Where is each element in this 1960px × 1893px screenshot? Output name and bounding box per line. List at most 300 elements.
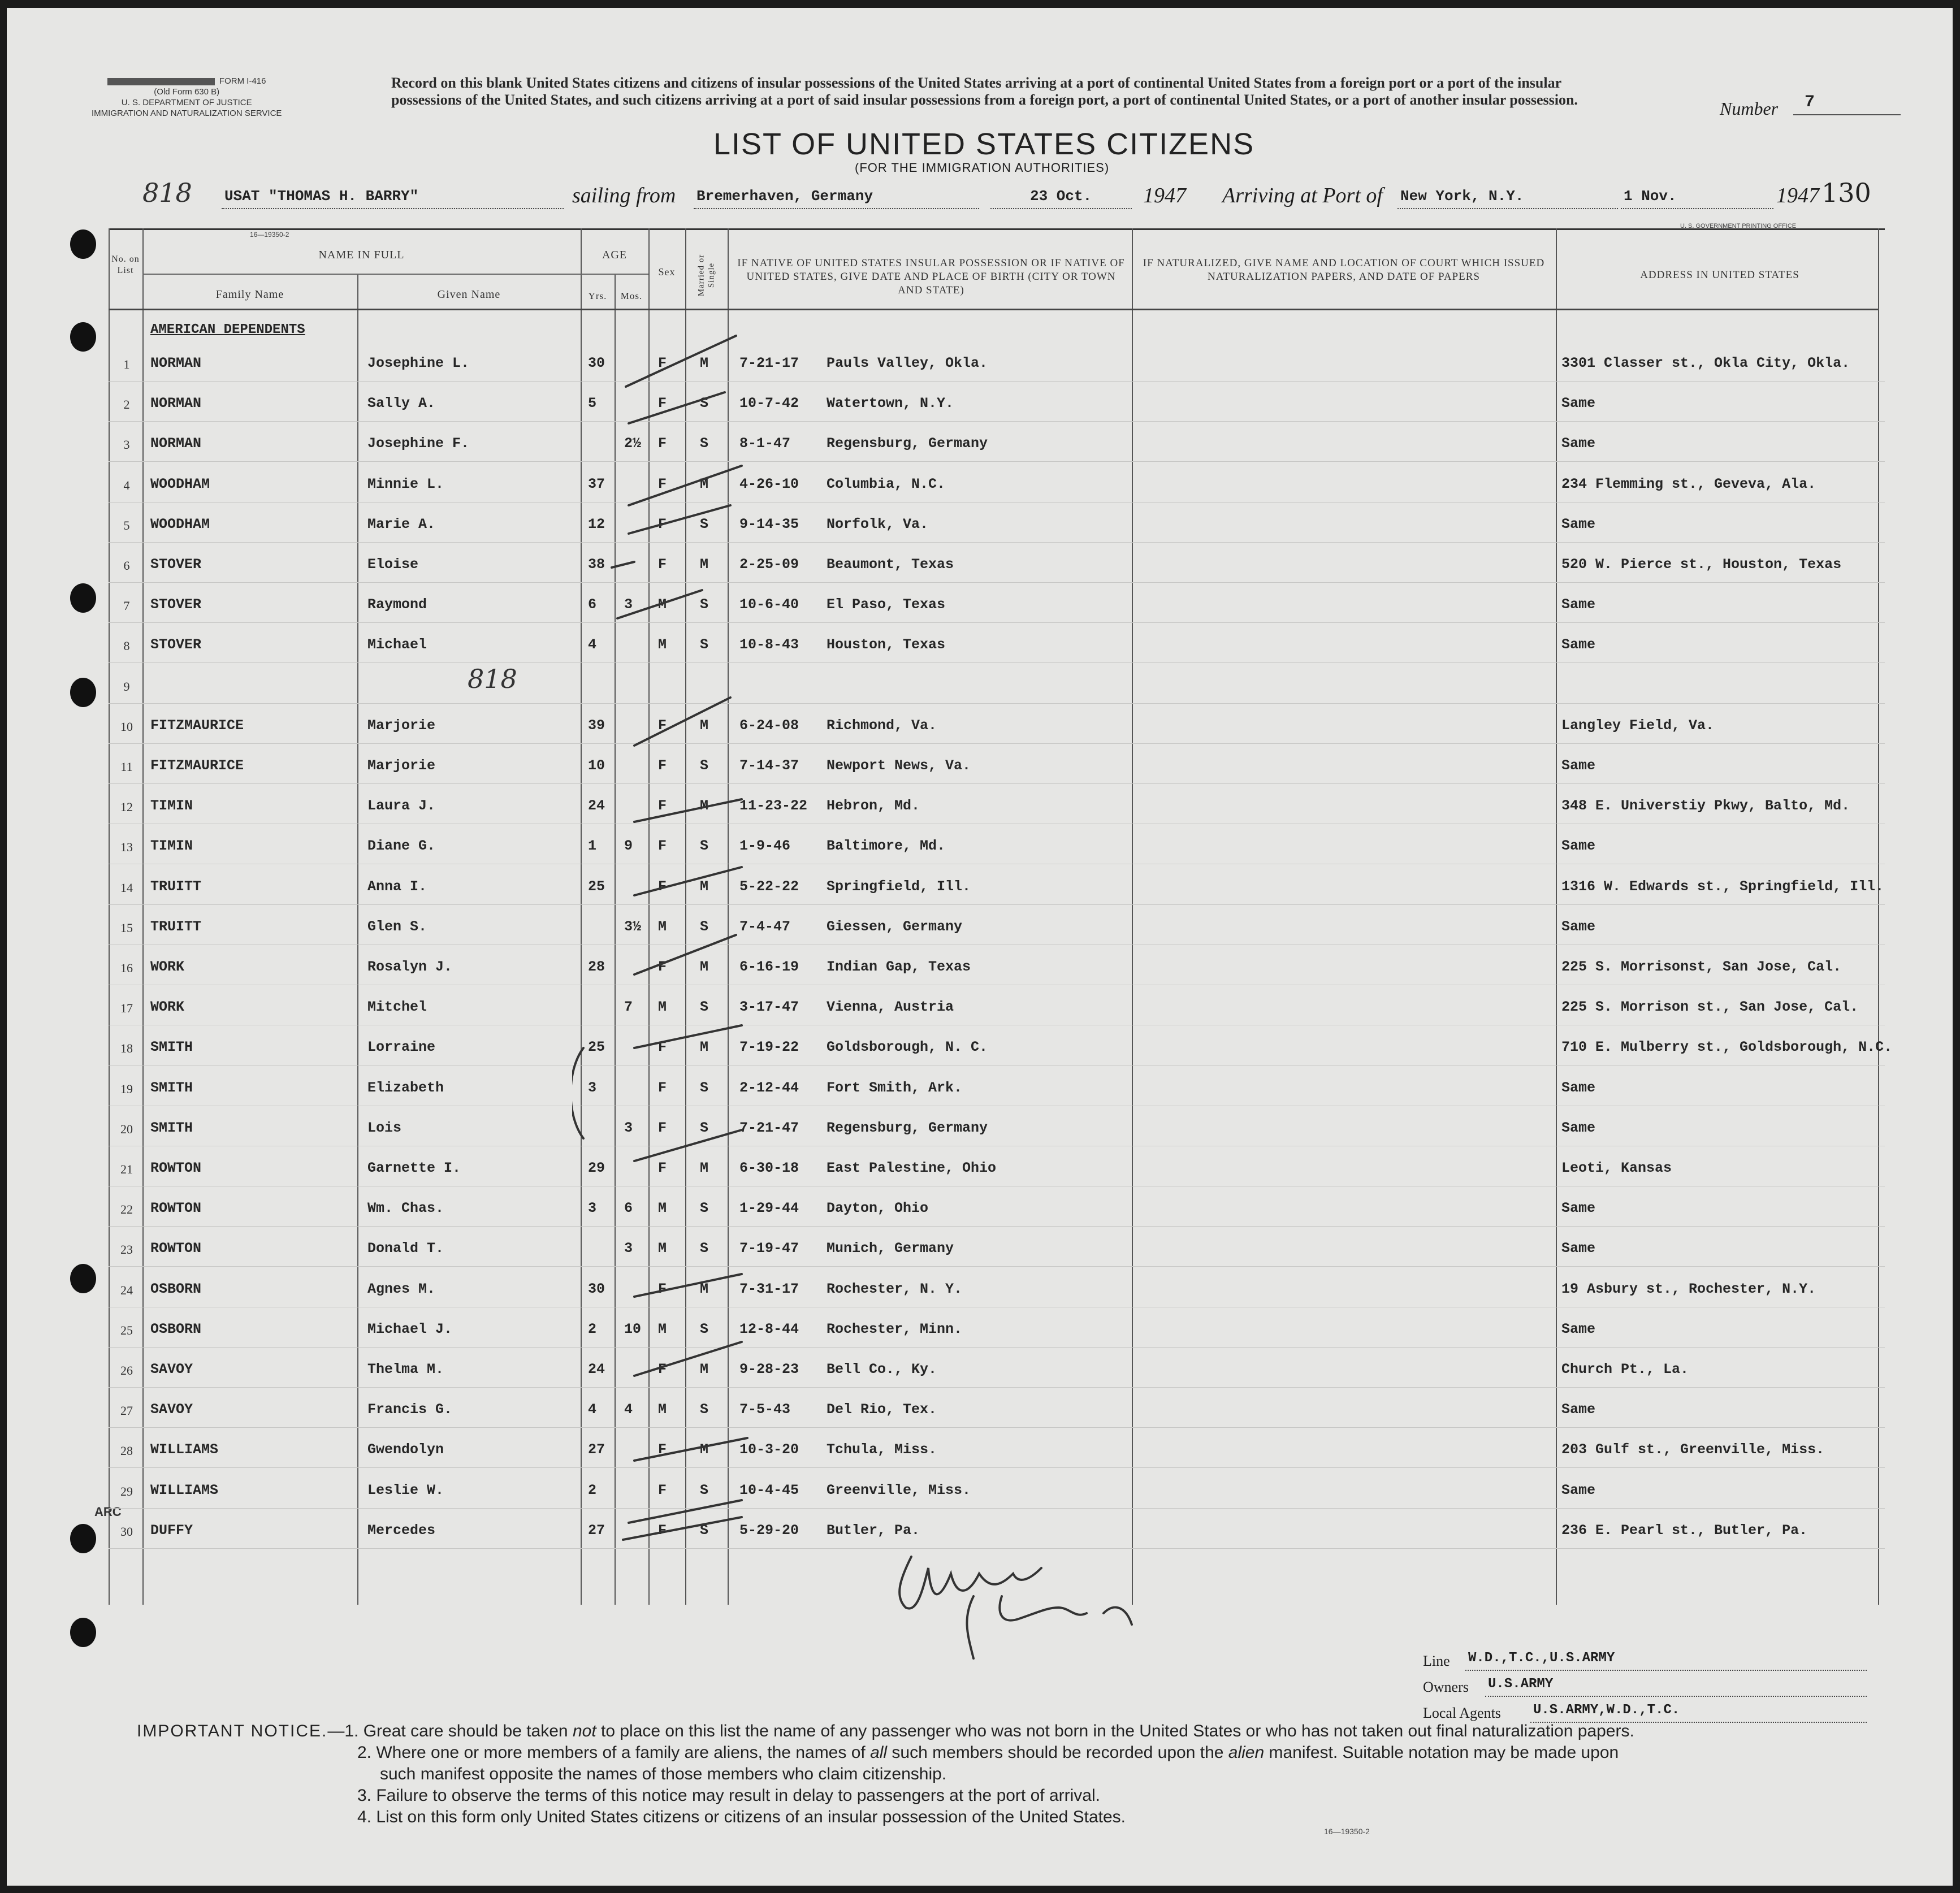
address: Same — [1561, 1482, 1596, 1498]
sex: M — [658, 1401, 667, 1418]
family-name: STOVER — [150, 596, 202, 613]
given-name: Donald T. — [367, 1240, 444, 1257]
family-name: ROWTON — [150, 1240, 202, 1257]
row-rule — [109, 1266, 1885, 1267]
local-agents-value: U.S.ARMY,W.D.,T.C. — [1533, 1703, 1680, 1718]
row-number: 29 — [120, 1484, 133, 1498]
header-age-months: Mos. — [620, 291, 643, 301]
age-years: 6 — [588, 596, 597, 613]
arrival-date: 1 Nov. — [1624, 188, 1677, 205]
marital-status: S — [700, 1522, 709, 1539]
number-label: Number — [1720, 98, 1779, 119]
row-number: 19 — [120, 1082, 133, 1096]
address: 225 S. Morrisonst, San Jose, Cal. — [1561, 959, 1842, 975]
row-number: 6 — [123, 558, 130, 573]
row-rule — [109, 662, 1885, 663]
header-address: ADDRESS IN UNITED STATES — [1640, 269, 1799, 281]
form-number: FORM I-416 — [219, 76, 266, 86]
birth-date: 9-14-35 — [739, 516, 799, 532]
row-number: 11 — [120, 760, 133, 774]
punch-hole — [70, 322, 96, 352]
number-underline — [1793, 114, 1901, 115]
given-name: Agnes M. — [367, 1281, 436, 1297]
birth-place: Munich, Germany — [827, 1240, 954, 1257]
row-number: 12 — [120, 800, 133, 814]
check-mark — [634, 867, 742, 895]
col-divider — [1556, 228, 1557, 1605]
family-name: WORK — [150, 999, 185, 1015]
check-mark — [612, 562, 634, 568]
birth-place: Vienna, Austria — [827, 999, 954, 1015]
address: Same — [1561, 516, 1596, 532]
given-name: Diane G. — [367, 838, 436, 854]
address: Same — [1561, 1200, 1596, 1216]
given-name: Garnette I. — [367, 1160, 461, 1176]
given-name: Anna I. — [367, 878, 427, 895]
sex: M — [658, 999, 667, 1015]
marital-status: S — [700, 1200, 709, 1216]
age-years: 2 — [588, 1482, 597, 1498]
row-number: 17 — [120, 1001, 133, 1015]
marital-status: S — [700, 1080, 709, 1096]
family-name: NORMAN — [150, 355, 202, 371]
family-name: WOODHAM — [150, 516, 210, 532]
address: Church Pt., La. — [1561, 1361, 1689, 1377]
age-years: 5 — [588, 395, 597, 411]
family-name: NORMAN — [150, 435, 202, 452]
notice-item-3: 3. Failure to observe the terms of this notice may result in delay to passengers at the port of arrival. — [357, 1786, 1100, 1805]
row-rule — [109, 904, 1885, 905]
punch-hole — [70, 1524, 96, 1553]
sailing-from-label: sailing from — [572, 184, 676, 207]
family-name: WOODHAM — [150, 476, 210, 492]
age-months: 3 — [624, 1240, 633, 1257]
birth-place: Beaumont, Texas — [827, 556, 954, 573]
marital-status: S — [700, 838, 709, 854]
row-number: 25 — [120, 1323, 133, 1337]
age-years: 37 — [588, 476, 605, 492]
marital-status: S — [700, 596, 709, 613]
age-years: 1 — [588, 838, 597, 854]
birth-place: Indian Gap, Texas — [827, 959, 971, 975]
family-name: WILLIAMS — [150, 1482, 219, 1498]
row-rule — [109, 743, 1885, 744]
header-no-on-list: No. on List — [111, 254, 140, 275]
given-name: Michael J. — [367, 1321, 453, 1337]
given-name: Leslie W. — [367, 1482, 444, 1498]
col-divider — [1132, 228, 1133, 1605]
check-mark — [634, 1025, 742, 1048]
row-number: 26 — [120, 1363, 133, 1377]
given-name: Marjorie — [367, 717, 436, 734]
sex: F — [658, 476, 667, 492]
check-mark — [634, 1342, 742, 1376]
birth-date: 1-29-44 — [739, 1200, 799, 1216]
address: Same — [1561, 1120, 1596, 1136]
given-name: Sally A. — [367, 395, 436, 411]
given-name: Glen S. — [367, 919, 427, 935]
marital-status: M — [700, 959, 709, 975]
family-name: ROWTON — [150, 1160, 202, 1176]
check-mark — [634, 1438, 747, 1461]
marital-status: M — [700, 1039, 709, 1055]
sex: F — [658, 1441, 667, 1458]
age-years: 25 — [588, 1039, 605, 1055]
birth-date: 8-1-47 — [739, 435, 791, 452]
sex: F — [658, 1120, 667, 1136]
check-mark — [617, 590, 702, 618]
sex: F — [658, 838, 667, 854]
sex: F — [658, 1482, 667, 1498]
age-years: 29 — [588, 1160, 605, 1176]
marital-status: S — [700, 1482, 709, 1498]
age-months: 4 — [624, 1401, 633, 1418]
family-name: SMITH — [150, 1039, 193, 1055]
notice-emphasis: alien — [1228, 1743, 1265, 1762]
address: 1316 W. Edwards st., Springfield, Ill. — [1561, 878, 1884, 895]
address: 234 Flemming st., Geveva, Ala. — [1561, 476, 1816, 492]
given-name: Marie A. — [367, 516, 436, 532]
marital-status: M — [700, 717, 709, 734]
family-name: FITZMAURICE — [150, 717, 244, 734]
address: 19 Asbury st., Rochester, N.Y. — [1561, 1281, 1816, 1297]
birth-place: Springfield, Ill. — [827, 878, 971, 895]
age-months: 7 — [624, 999, 633, 1015]
family-name: ROWTON — [150, 1200, 202, 1216]
age-years: 39 — [588, 717, 605, 734]
row-rule — [109, 1427, 1885, 1428]
sex: M — [658, 919, 667, 935]
given-name: Josephine F. — [367, 435, 470, 452]
line-label: Line — [1423, 1653, 1450, 1669]
birth-date: 7-14-37 — [739, 757, 799, 774]
birth-date: 10-3-20 — [739, 1441, 799, 1458]
given-name: Michael — [367, 636, 427, 653]
age-months: 9 — [624, 838, 633, 854]
birth-date: 7-5-43 — [739, 1401, 791, 1418]
record-instructions: Record on this blank United States citizens and citizens of insular possessions of the United States arriving at a port of continental United States from a foreign port or a port of the insular possessions of the United States, and such citizens arriving at a port of said insular possessions from a foreign port, a port of continental United States, or a port of another insular possession. — [391, 75, 1578, 108]
birth-place: Butler, Pa. — [827, 1522, 920, 1539]
marital-status: S — [700, 757, 709, 774]
row-number: 23 — [120, 1242, 133, 1257]
family-name: TRUITT — [150, 878, 202, 895]
page-title: LIST OF UNITED STATES CITIZENS — [713, 127, 1255, 161]
local-agents-label: Local Agents — [1423, 1705, 1501, 1721]
age-years: 25 — [588, 878, 605, 895]
marital-status: M — [700, 1281, 709, 1297]
notice-title: IMPORTANT NOTICE. — [137, 1722, 328, 1740]
address: Same — [1561, 919, 1596, 935]
marital-status: M — [700, 1441, 709, 1458]
sex: M — [658, 596, 667, 613]
departure-port-line — [694, 208, 979, 209]
check-mark — [626, 336, 736, 387]
inspector-check-marks — [572, 324, 776, 1557]
arrival-port-line — [1397, 208, 1618, 209]
check-mark — [634, 935, 736, 974]
birth-date: 2-25-09 — [739, 556, 799, 573]
birth-date: 7-19-22 — [739, 1039, 799, 1055]
row-number: 3 — [123, 437, 130, 452]
print-code: 16—19350-2 — [1324, 1827, 1370, 1836]
age-years: 24 — [588, 1361, 605, 1377]
address: Same — [1561, 757, 1596, 774]
birth-place: Newport News, Va. — [827, 757, 971, 774]
address: 348 E. Universtiy Pkwy, Balto, Md. — [1561, 798, 1850, 814]
punch-hole — [70, 583, 96, 613]
row-number: 14 — [120, 881, 133, 895]
birth-place: Houston, Texas — [827, 636, 946, 653]
given-name: Wm. Chas. — [367, 1200, 444, 1216]
row-number: 10 — [120, 720, 133, 734]
check-mark — [634, 1274, 742, 1297]
departure-date: 23 Oct. — [1030, 188, 1092, 205]
sex: M — [658, 1200, 667, 1216]
address: 236 E. Pearl st., Butler, Pa. — [1561, 1522, 1808, 1539]
given-name: Mitchel — [367, 999, 427, 1015]
age-months: 3 — [624, 596, 633, 613]
family-name: SMITH — [150, 1080, 193, 1096]
age-years: 3 — [588, 1080, 597, 1096]
family-name: OSBORN — [150, 1281, 202, 1297]
departure-date-line — [990, 208, 1132, 209]
birth-place: Bell Co., Ky. — [827, 1361, 937, 1377]
row-number: 4 — [123, 478, 130, 492]
marital-status: M — [700, 1361, 709, 1377]
notice-item-1 — [137, 1721, 1634, 1742]
row-number: 20 — [120, 1122, 133, 1136]
marital-status: S — [700, 1321, 709, 1337]
sex: F — [658, 959, 667, 975]
row-rule — [109, 783, 1885, 784]
sex: F — [658, 435, 667, 452]
row9-annotation: 818 — [468, 664, 517, 694]
birth-date: 7-31-17 — [739, 1281, 799, 1297]
address: Same — [1561, 838, 1596, 854]
age-years: 12 — [588, 516, 605, 532]
sex: F — [658, 878, 667, 895]
birth-date: 5-22-22 — [739, 878, 799, 895]
given-name: Josephine L. — [367, 355, 470, 371]
age-years: 2 — [588, 1321, 597, 1337]
old-form-number: (Old Form 630 B) — [154, 87, 220, 97]
birth-place: Rochester, Minn. — [827, 1321, 963, 1337]
birth-date: 7-21-47 — [739, 1120, 799, 1136]
arc-note: ARC — [94, 1505, 122, 1519]
family-name: SAVOY — [150, 1401, 193, 1418]
header-divider — [142, 274, 648, 275]
age-years: 24 — [588, 798, 605, 814]
voyage-annotation: 818 — [142, 177, 192, 208]
number-value: 7 — [1805, 93, 1815, 112]
marital-status: M — [700, 476, 709, 492]
marital-status: S — [700, 435, 709, 452]
address: 520 W. Pierce st., Houston, Texas — [1561, 556, 1842, 573]
row-number: 15 — [120, 921, 133, 935]
age-years: 4 — [588, 1401, 597, 1418]
header-birth-place: IF NATIVE OF UNITED STATES INSULAR POSSESSION OR IF NATIVE OF UNITED STATES, GIVE DATE AND PLACE OF BIRTH (CITY OR TOWN AND STATE) — [737, 257, 1125, 296]
check-mark — [629, 392, 725, 423]
header-bottom-rule — [109, 309, 1878, 310]
family-name: STOVER — [150, 636, 202, 653]
punch-hole — [70, 1264, 96, 1293]
col-divider — [142, 228, 144, 1605]
birth-date: 3-17-47 — [739, 999, 799, 1015]
age-years: 30 — [588, 1281, 605, 1297]
address: Same — [1561, 636, 1596, 653]
given-name: Thelma M. — [367, 1361, 444, 1377]
address: Same — [1561, 1080, 1596, 1096]
row-number: 18 — [120, 1041, 133, 1055]
birth-place: El Paso, Texas — [827, 596, 946, 613]
check-mark — [634, 1130, 742, 1161]
row-number: 8 — [123, 639, 130, 653]
given-name: Mercedes — [367, 1522, 436, 1539]
given-name: Francis G. — [367, 1401, 453, 1418]
row-number: 21 — [120, 1162, 133, 1176]
line-underline — [1465, 1670, 1867, 1671]
sex: F — [658, 355, 667, 371]
birth-date: 9-28-23 — [739, 1361, 799, 1377]
given-name: Marjorie — [367, 757, 436, 774]
row-rule — [109, 502, 1885, 503]
arrival-year: 1947 — [1776, 184, 1819, 207]
owners-underline — [1485, 1696, 1867, 1697]
row-rule — [109, 421, 1885, 422]
notice-text: to place on this list the name of any passenger who was not born in the United States or who has not taken out final naturalization papers. — [596, 1722, 1634, 1740]
family-name: TIMIN — [150, 798, 193, 814]
form-identifier — [92, 76, 282, 119]
age-months: 3½ — [624, 919, 642, 935]
service-name: IMMIGRATION AND NATURALIZATION SERVICE — [92, 109, 282, 118]
marital-status: S — [700, 1401, 709, 1418]
age-months: 10 — [624, 1321, 642, 1337]
birth-place: Goldsborough, N. C. — [827, 1039, 988, 1055]
vessel-name: USAT "THOMAS H. BARRY" — [224, 188, 419, 205]
given-name: Rosalyn J. — [367, 959, 453, 975]
family-name: STOVER — [150, 556, 202, 573]
important-notice — [137, 1721, 1634, 1828]
address: 225 S. Morrison st., San Jose, Cal. — [1561, 999, 1859, 1015]
address: Same — [1561, 435, 1596, 452]
owners-label: Owners — [1423, 1679, 1469, 1695]
row-rule — [109, 1508, 1885, 1509]
header-naturalization: IF NATURALIZED, GIVE NAME AND LOCATION OF COURT WHICH ISSUED NATURALIZATION PAPERS, AND DATE OF PAPERS — [1143, 257, 1545, 283]
col-divider — [1878, 228, 1879, 1605]
address: 203 Gulf st., Greenville, Miss. — [1561, 1441, 1825, 1458]
sex: F — [658, 1281, 667, 1297]
notice-emphasis: all — [870, 1743, 888, 1762]
birth-place: Norfolk, Va. — [827, 516, 929, 532]
birth-date: 5-29-20 — [739, 1522, 799, 1539]
header-name-in-full: NAME IN FULL — [318, 249, 405, 261]
sex: F — [658, 556, 667, 573]
arrival-date-line — [1621, 208, 1773, 209]
row-rule — [109, 381, 1885, 382]
page-annotation: 130 — [1821, 177, 1871, 208]
departure-port: Bremerhaven, Germany — [696, 188, 873, 205]
row-number: 30 — [120, 1524, 133, 1539]
age-months: 2½ — [624, 435, 642, 452]
marital-status: M — [700, 798, 709, 814]
birth-date: 7-4-47 — [739, 919, 791, 935]
birth-date: 1-9-46 — [739, 838, 791, 854]
marital-status: S — [700, 516, 709, 532]
sex: F — [658, 1361, 667, 1377]
row-rule — [109, 1467, 1885, 1468]
punch-hole — [70, 1618, 96, 1647]
birth-date: 4-26-10 — [739, 476, 799, 492]
birth-date: 6-30-18 — [739, 1160, 799, 1176]
owners-value: U.S.ARMY — [1488, 1677, 1554, 1692]
sex: F — [658, 1160, 667, 1176]
sex: M — [658, 1321, 667, 1337]
row-rule — [109, 582, 1885, 583]
row-rule — [109, 461, 1885, 462]
sex: F — [658, 798, 667, 814]
birth-date: 12-8-44 — [739, 1321, 799, 1337]
birth-date: 6-24-08 — [739, 717, 799, 734]
birth-place: Baltimore, Md. — [827, 838, 946, 854]
address: Same — [1561, 1321, 1596, 1337]
family-name: WILLIAMS — [150, 1441, 219, 1458]
notice-item-2 — [137, 1742, 1634, 1764]
sex: M — [658, 1240, 667, 1257]
row-number: 1 — [123, 357, 130, 371]
marital-status: S — [700, 999, 709, 1015]
birth-place: Richmond, Va. — [827, 717, 937, 734]
given-name: Eloise — [367, 556, 419, 573]
row-number: 22 — [120, 1202, 133, 1216]
row-number: 24 — [120, 1283, 133, 1297]
address: 3301 Classer st., Okla City, Okla. — [1561, 355, 1850, 371]
given-name: Lorraine — [367, 1039, 436, 1055]
address: Langley Field, Va. — [1561, 717, 1715, 734]
birth-place: Columbia, N.C. — [827, 476, 946, 492]
vessel-line — [222, 208, 564, 209]
birth-place: Regensburg, Germany — [827, 1120, 988, 1136]
birth-date: 11-23-22 — [739, 798, 808, 814]
col-divider — [357, 274, 358, 1605]
birth-place: Greenville, Miss. — [827, 1482, 971, 1498]
marital-status: M — [700, 556, 709, 573]
birth-date: 10-6-40 — [739, 596, 799, 613]
given-name: Lois — [367, 1120, 402, 1136]
family-name: TIMIN — [150, 838, 193, 854]
check-mark — [629, 505, 730, 534]
notice-text: 2. Where one or more members of a family are aliens, the names of — [357, 1743, 871, 1762]
age-years: 30 — [588, 355, 605, 371]
header-sex: Sex — [658, 266, 676, 278]
manifest-page — [7, 8, 1953, 1886]
check-mark — [629, 466, 742, 505]
row-rule — [109, 703, 1885, 704]
birth-date: 10-4-45 — [739, 1482, 799, 1498]
notice-text: such members should be recorded upon the — [887, 1743, 1228, 1762]
department-name: U. S. DEPARTMENT OF JUSTICE — [121, 98, 252, 107]
header-age: AGE — [602, 249, 628, 261]
notice-item-2-cont: such manifest opposite the names of those members who claim citizenship. — [380, 1765, 947, 1783]
marital-status: M — [700, 878, 709, 895]
birth-date: 2-12-44 — [739, 1080, 799, 1096]
sex: F — [658, 717, 667, 734]
given-name: Laura J. — [367, 798, 436, 814]
row-rule — [109, 1387, 1885, 1388]
page-subtitle: (FOR THE IMMIGRATION AUTHORITIES) — [855, 161, 1110, 175]
birth-place: Giessen, Germany — [827, 919, 963, 935]
sex: M — [658, 636, 667, 653]
family-name: DUFFY — [150, 1522, 193, 1539]
